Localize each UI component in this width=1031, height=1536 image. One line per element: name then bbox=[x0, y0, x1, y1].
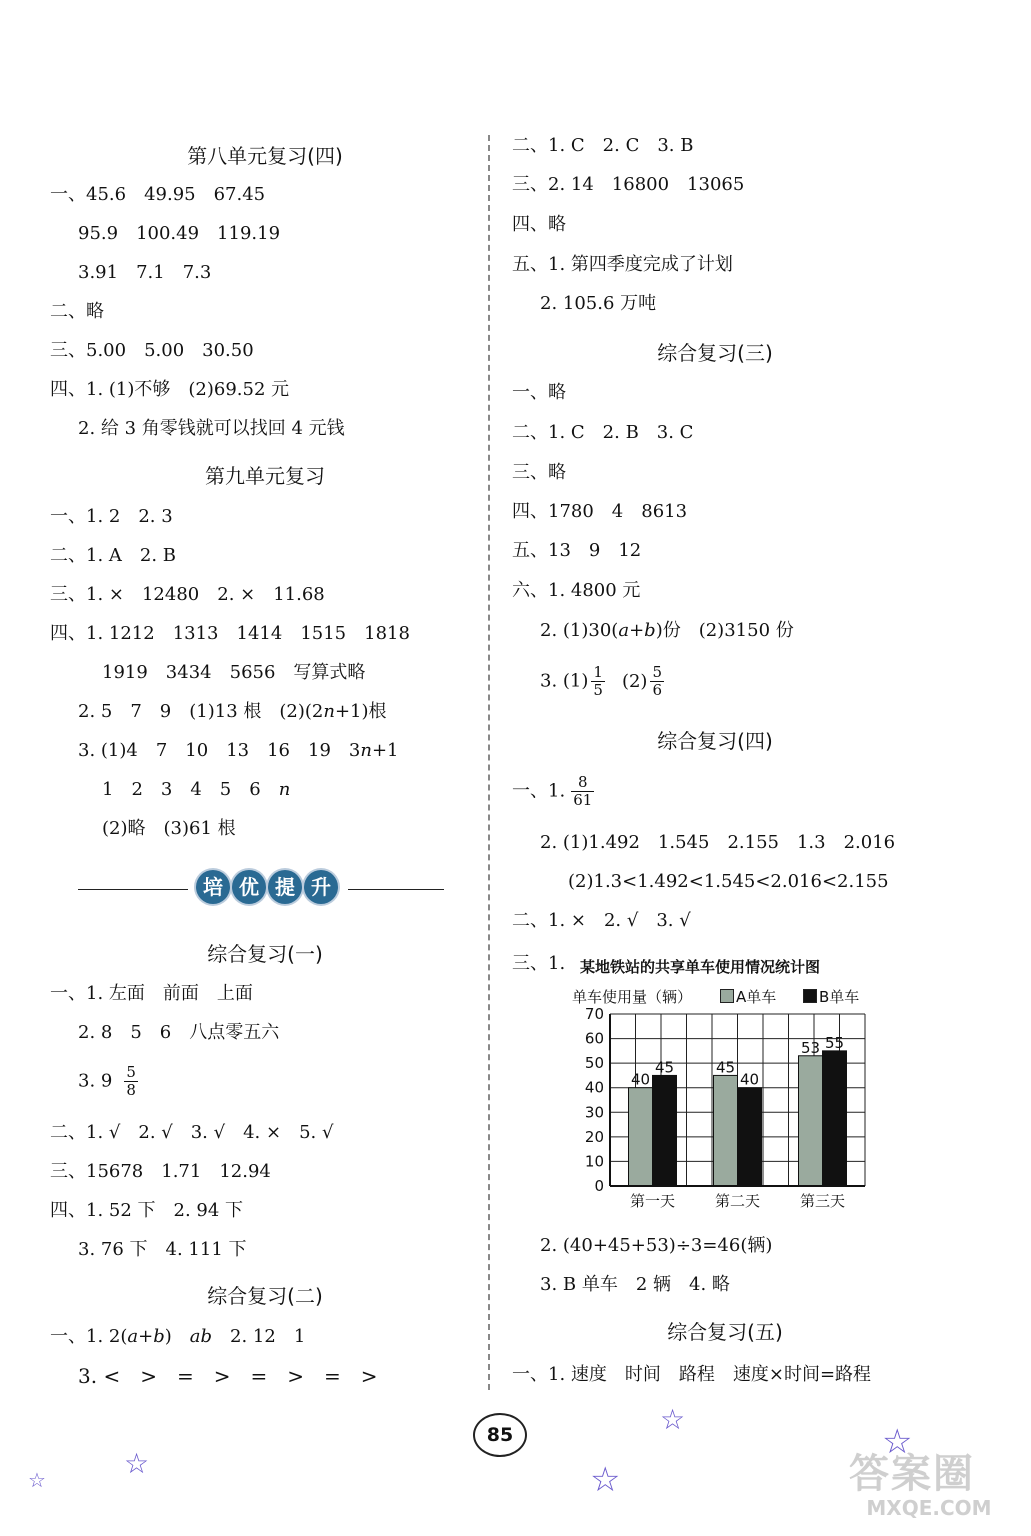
answer-line: 三、2. 14 16800 13065 bbox=[512, 174, 745, 195]
text-part: + bbox=[138, 1326, 154, 1347]
denominator: 61 bbox=[573, 791, 593, 809]
denominator: 6 bbox=[652, 681, 662, 699]
answer-line: 2. (40+45+53)÷3=46(辆) bbox=[540, 1235, 773, 1256]
x-tick-label: 第一天 bbox=[629, 1192, 676, 1210]
chart-title: 某地铁站的共享单车使用情况统计图 bbox=[580, 958, 821, 976]
y-tick-label: 0 bbox=[594, 1177, 604, 1195]
text-part: 3. (1) bbox=[540, 670, 589, 692]
section-title: 第九单元复习 bbox=[205, 464, 325, 488]
numerator: 5 bbox=[126, 1063, 136, 1081]
text-part: 2. 12 1 bbox=[212, 1326, 306, 1347]
answer-line: 二、1. C 2. C 3. B bbox=[512, 135, 694, 156]
data-label: 45 bbox=[654, 1058, 675, 1077]
answer-line: 2. (1)1.492 1.545 2.155 1.3 2.016 bbox=[540, 832, 896, 853]
answer-line bbox=[78, 1064, 141, 1099]
answer-line: 2. 105.6 万吨 bbox=[540, 293, 657, 314]
answer-line: 四、略 bbox=[512, 214, 566, 235]
answer-line: 一、45.6 49.95 67.45 bbox=[50, 184, 266, 205]
text-part: 2. (1)30( bbox=[540, 620, 619, 641]
star-icon: ☆ bbox=[882, 1422, 913, 1462]
banner-rule-right bbox=[348, 889, 444, 890]
y-tick-label: 50 bbox=[584, 1054, 604, 1073]
answer-line: (2)略 (3)61 根 bbox=[102, 818, 236, 839]
variable-a: a bbox=[127, 1326, 139, 1347]
section-title: 综合复习(二) bbox=[207, 1284, 323, 1308]
answer-line bbox=[102, 779, 290, 801]
star-icon: ☆ bbox=[590, 1460, 621, 1500]
numerator: 8 bbox=[571, 774, 594, 792]
answer-line: 3.91 7.1 7.3 bbox=[78, 262, 212, 283]
watermark-text: 答案圈 bbox=[849, 1451, 975, 1497]
answer-line: 四、1. 52 下 2. 94 下 bbox=[50, 1200, 244, 1221]
star-icon: ☆ bbox=[28, 1468, 46, 1492]
answer-line: 四、1. (1)不够 (2)69.52 元 bbox=[50, 379, 290, 400]
numerator: 1 bbox=[593, 663, 603, 681]
y-tick-label: 10 bbox=[584, 1152, 604, 1171]
legend-label: A单车 bbox=[736, 988, 777, 1006]
watermark bbox=[849, 1452, 1009, 1530]
text-part: 一、1. 2( bbox=[50, 1326, 128, 1347]
bar-b bbox=[738, 1088, 762, 1186]
answer-line: 三、15678 1.71 12.94 bbox=[50, 1161, 271, 1182]
text-part: 3. (1)4 7 10 13 16 19 3 bbox=[78, 740, 361, 761]
bar-b bbox=[823, 1051, 847, 1186]
fraction bbox=[650, 664, 664, 699]
variable-n: n bbox=[323, 701, 335, 722]
answer-line: 一、1. 左面 前面 上面 bbox=[50, 983, 253, 1004]
answer-line: 三、1. × 12480 2. × 11.68 bbox=[50, 584, 325, 605]
answer-line bbox=[50, 1326, 305, 1348]
answer-line: 2. 给 3 角零钱就可以找回 4 元钱 bbox=[78, 418, 345, 439]
answer-line: 三、1. bbox=[512, 953, 566, 974]
legend-swatch bbox=[720, 989, 734, 1003]
section-banner bbox=[192, 870, 344, 908]
text-part: 2. 5 7 9 (1)13 根 (2)(2 bbox=[78, 701, 324, 722]
watermark-url: MXQE.COM bbox=[866, 1496, 992, 1520]
banner-char: 升 bbox=[304, 870, 338, 904]
answer-line: 三、5.00 5.00 30.50 bbox=[50, 340, 254, 361]
bar-a bbox=[629, 1088, 653, 1186]
answer-line: 二、1. C 2. B 3. C bbox=[512, 422, 694, 443]
denominator: 5 bbox=[593, 681, 603, 699]
data-label: 53 bbox=[800, 1038, 821, 1057]
fraction bbox=[591, 664, 605, 699]
data-label: 45 bbox=[715, 1058, 736, 1077]
text-part: 1 2 3 4 5 6 bbox=[102, 779, 279, 800]
section-title: 综合复习(四) bbox=[657, 729, 773, 753]
chart-ylabel: 单车使用量（辆） bbox=[572, 988, 693, 1006]
answer-line bbox=[78, 740, 399, 762]
answer-line: 六、1. 4800 元 bbox=[512, 580, 641, 601]
banner-char: 提 bbox=[268, 870, 302, 904]
data-label: 55 bbox=[824, 1033, 845, 1052]
variable-n: n bbox=[278, 779, 291, 800]
text-part: +1 bbox=[371, 740, 399, 761]
variable-ab: ab bbox=[189, 1326, 213, 1347]
text-part: + bbox=[629, 620, 645, 641]
answer-line bbox=[78, 701, 387, 723]
y-tick-label: 60 bbox=[584, 1029, 604, 1048]
star-icon: ☆ bbox=[124, 1447, 150, 1480]
data-label: 40 bbox=[630, 1070, 651, 1089]
answer-line: 2. 8 5 6 八点零五六 bbox=[78, 1022, 280, 1043]
section-title: 综合复习(三) bbox=[657, 341, 773, 365]
denominator: 8 bbox=[126, 1081, 136, 1099]
answer-line: 3. < > = > = > = > bbox=[78, 1364, 378, 1388]
bar-a bbox=[714, 1075, 738, 1186]
y-tick-label: 70 bbox=[584, 1005, 604, 1023]
x-tick-label: 第三天 bbox=[799, 1192, 846, 1210]
answer-line: 二、1. × 2. √ 3. √ bbox=[512, 910, 691, 931]
answer-line bbox=[540, 664, 667, 699]
answer-line: 四、1. 1212 1313 1414 1515 1818 bbox=[50, 623, 410, 644]
answer-line: 一、1. 2 2. 3 bbox=[50, 506, 173, 527]
answer-line bbox=[540, 620, 794, 642]
numerator: 5 bbox=[652, 663, 662, 681]
legend-label: B单车 bbox=[819, 988, 860, 1006]
fraction bbox=[571, 774, 594, 809]
answer-line: 3. 76 下 4. 111 下 bbox=[78, 1239, 247, 1260]
text-part: 3. 9 bbox=[78, 1070, 113, 1092]
answer-line: (2)1.3<1.492<1.545<2.016<2.155 bbox=[568, 871, 889, 892]
banner-char: 培 bbox=[196, 870, 230, 904]
answer-line: 三、略 bbox=[512, 462, 566, 483]
bar-a bbox=[799, 1056, 823, 1186]
answer-line: 四、1780 4 8613 bbox=[512, 501, 688, 522]
legend-swatch bbox=[803, 989, 817, 1003]
bar-b bbox=[653, 1075, 677, 1186]
answer-line: 二、1. A 2. B bbox=[50, 545, 177, 566]
section-title: 综合复习(五) bbox=[667, 1320, 783, 1344]
bar-chart bbox=[570, 1004, 890, 1224]
text-part: 一、1. bbox=[512, 780, 566, 802]
y-tick-label: 40 bbox=[584, 1078, 604, 1097]
answer-line: 95.9 100.49 119.19 bbox=[78, 223, 281, 244]
answer-line: 3. B 单车 2 辆 4. 略 bbox=[540, 1274, 730, 1295]
text-part: )份 (2)3150 份 bbox=[655, 620, 794, 641]
text-part: +1)根 bbox=[334, 701, 387, 722]
variable-b: b bbox=[644, 620, 656, 641]
variable-n: n bbox=[360, 740, 372, 761]
page-number: 85 bbox=[473, 1413, 527, 1457]
banner-rule-left bbox=[78, 889, 188, 890]
section-title: 综合复习(一) bbox=[207, 942, 323, 966]
text-part: (2) bbox=[621, 670, 648, 692]
y-tick-label: 20 bbox=[584, 1127, 604, 1146]
star-icon: ☆ bbox=[660, 1403, 686, 1436]
answer-line: 五、1. 第四季度完成了计划 bbox=[512, 254, 733, 275]
column-divider bbox=[488, 135, 490, 1390]
answer-line: 1919 3434 5656 写算式略 bbox=[102, 662, 366, 683]
y-tick-label: 30 bbox=[584, 1103, 604, 1122]
variable-a: a bbox=[618, 620, 630, 641]
answer-line: 五、13 9 12 bbox=[512, 540, 642, 561]
variable-b: b bbox=[153, 1326, 165, 1347]
text-part: ) bbox=[164, 1326, 190, 1347]
answer-line: 一、略 bbox=[512, 382, 566, 403]
fraction bbox=[124, 1064, 138, 1099]
answer-line: 二、1. √ 2. √ 3. √ 4. × 5. √ bbox=[50, 1122, 334, 1143]
section-title: 第八单元复习(四) bbox=[187, 144, 343, 168]
answer-line: 一、1. 速度 时间 路程 速度×时间=路程 bbox=[512, 1364, 872, 1385]
data-label: 40 bbox=[739, 1070, 760, 1089]
answer-line bbox=[512, 774, 597, 809]
banner-char: 优 bbox=[232, 870, 266, 904]
answer-line: 二、略 bbox=[50, 301, 104, 322]
x-tick-label: 第二天 bbox=[714, 1192, 761, 1210]
